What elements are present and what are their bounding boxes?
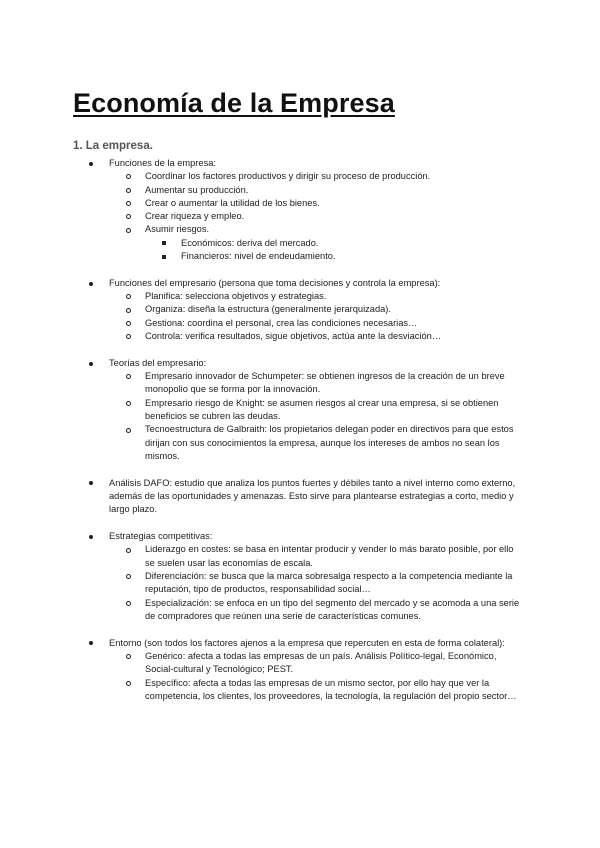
- item-text: Liderazgo en costes: se basa en intentar producir y vender lo más barato posible, por ello se suelen usar las economías de escala.: [145, 544, 514, 568]
- bullet-circle-icon: [126, 228, 131, 233]
- item-text: Planifica: selecciona objetivos y estrategias.: [145, 291, 327, 302]
- item-text: Organiza: diseña la estructura (generalmente jerarquizada).: [145, 304, 391, 315]
- bullet-circle-icon: [126, 374, 131, 379]
- item-text: Diferenciación: se busca que la marca sobresalga respecto a la competencia mediante la reputación, tipo de productos, responsabilidad social…: [145, 571, 513, 595]
- item-text: Teorías del empresario:: [109, 357, 207, 368]
- item-text: Gestiona: coordina el personal, crea las condiciones necesarias…: [145, 317, 418, 328]
- item-text: Empresario riesgo de Knight: se asumen riesgos al crear una empresa, si se obtienen beneficios se cubren las deudas.: [145, 397, 499, 422]
- list-item: [0, 477, 521, 517]
- item-text: Empresario innovador de Schumpeter: se obtienen ingresos de la creación de un breve monopolio que se forma por la innovación.: [145, 371, 505, 395]
- list-item: [0, 290, 521, 303]
- item-text: Financieros: nivel de endeudamiento.: [181, 251, 336, 262]
- bullet-dot-icon: [89, 641, 93, 645]
- list-item: [0, 370, 521, 397]
- item-text: Entorno (son todos los factores ajenos a la empresa que repercuten en esta de forma colateral):: [109, 637, 505, 648]
- list-item: [0, 570, 521, 597]
- list-item: [0, 184, 521, 197]
- bullet-circle-icon: [126, 401, 131, 406]
- list-item: [0, 357, 521, 370]
- bullet-circle-icon: [126, 428, 131, 433]
- bullet-group: [0, 157, 600, 263]
- bullet-circle-icon: [126, 201, 131, 206]
- bullet-circle-icon: [126, 174, 131, 179]
- list-item: [0, 650, 521, 677]
- item-text: Análisis DAFO: estudio que analiza los puntos fuertes y débiles tanto a nivel interno como externo, además de las oportunidades y amenazas. Esto sirve para plantearse estrategias a corto, medio y largo plazo.: [109, 477, 516, 515]
- item-text: Crear riqueza y empleo.: [145, 211, 245, 222]
- list-item: [0, 423, 521, 463]
- item-text: Específico: afecta a todas las empresas de un mismo sector, por ello hay que ver la competencia, los clientes, los proveedores, la tecnología, la regulación del propio sector…: [145, 677, 517, 701]
- bullet-circle-icon: [126, 321, 131, 326]
- bullet-dot-icon: [89, 362, 93, 366]
- bullet-dot-icon: [89, 282, 93, 286]
- item-text: Especialización: se enfoca en un tipo del segmento del mercado y se acomoda a una serie de compradores que reúnen una serie de características comunes.: [145, 597, 520, 621]
- bullet-square-icon: [162, 241, 166, 245]
- list-item: [0, 250, 521, 263]
- bullet-group: [0, 637, 600, 703]
- bullet-square-icon: [162, 255, 166, 259]
- item-text: Funciones del empresario (persona que toma decisiones y controla la empresa):: [109, 277, 441, 288]
- list-item: [0, 637, 521, 650]
- bullet-circle-icon: [126, 334, 131, 339]
- item-text: Funciones de la empresa:: [109, 158, 216, 168]
- item-text: Coordinar los factores productivos y dirigir su proceso de producción.: [145, 171, 431, 182]
- list-item: [0, 197, 521, 210]
- list-item: [0, 237, 521, 250]
- item-text: Económicos: deriva del mercado.: [181, 237, 319, 248]
- item-text: Asumir riesgos.: [145, 224, 210, 235]
- list-item: [0, 277, 521, 290]
- item-text: Tecnoestructura de Galbraith: los propietarios delegan poder en directivos para que estos dirijan con sus conocimientos la empresa, aunque los intereses de ambos no sean los mismos.: [145, 424, 514, 461]
- bullet-group: [0, 477, 600, 517]
- list-item: [0, 317, 521, 330]
- bullet-circle-icon: [126, 308, 131, 313]
- bullet-circle-icon: [126, 601, 131, 606]
- item-text: Estrategias competitivas:: [109, 531, 213, 542]
- document-body: [0, 157, 600, 717]
- page-title: Economía de la Empresa: [73, 88, 395, 118]
- list-item: [0, 677, 521, 704]
- list-item: [0, 157, 521, 170]
- bullet-dot-icon: [89, 535, 93, 539]
- bullet-circle-icon: [126, 681, 131, 686]
- bullet-circle-icon: [126, 294, 131, 299]
- bullet-circle-icon: [126, 188, 131, 193]
- list-item: [0, 170, 521, 183]
- bullet-group: [0, 277, 600, 343]
- list-item: [0, 210, 521, 223]
- item-text: Aumentar su producción.: [145, 184, 249, 195]
- bullet-group: [0, 530, 600, 623]
- list-item: [0, 223, 521, 236]
- list-item: [0, 543, 521, 570]
- section-heading: 1. La empresa.: [73, 140, 153, 152]
- bullet-circle-icon: [126, 548, 131, 553]
- bullet-circle-icon: [126, 574, 131, 579]
- list-item: [0, 597, 521, 624]
- bullet-circle-icon: [126, 214, 131, 219]
- bullet-circle-icon: [126, 654, 131, 659]
- list-item: [0, 303, 521, 316]
- list-item: [0, 397, 521, 424]
- item-text: Crear o aumentar la utilidad de los bienes.: [145, 197, 320, 208]
- bullet-group: [0, 357, 600, 463]
- list-item: [0, 530, 521, 543]
- item-text: Controla: verifica resultados, sigue objetivos, actúa ante la desviación…: [145, 331, 442, 342]
- bullet-dot-icon: [89, 162, 93, 166]
- bullet-dot-icon: [89, 481, 93, 485]
- item-text: Genérico: afecta a todas las empresas de un país. Análisis Político-legal, Económico, Social-cultural y Tecnológico; PEST.: [145, 651, 497, 675]
- list-item: [0, 330, 521, 343]
